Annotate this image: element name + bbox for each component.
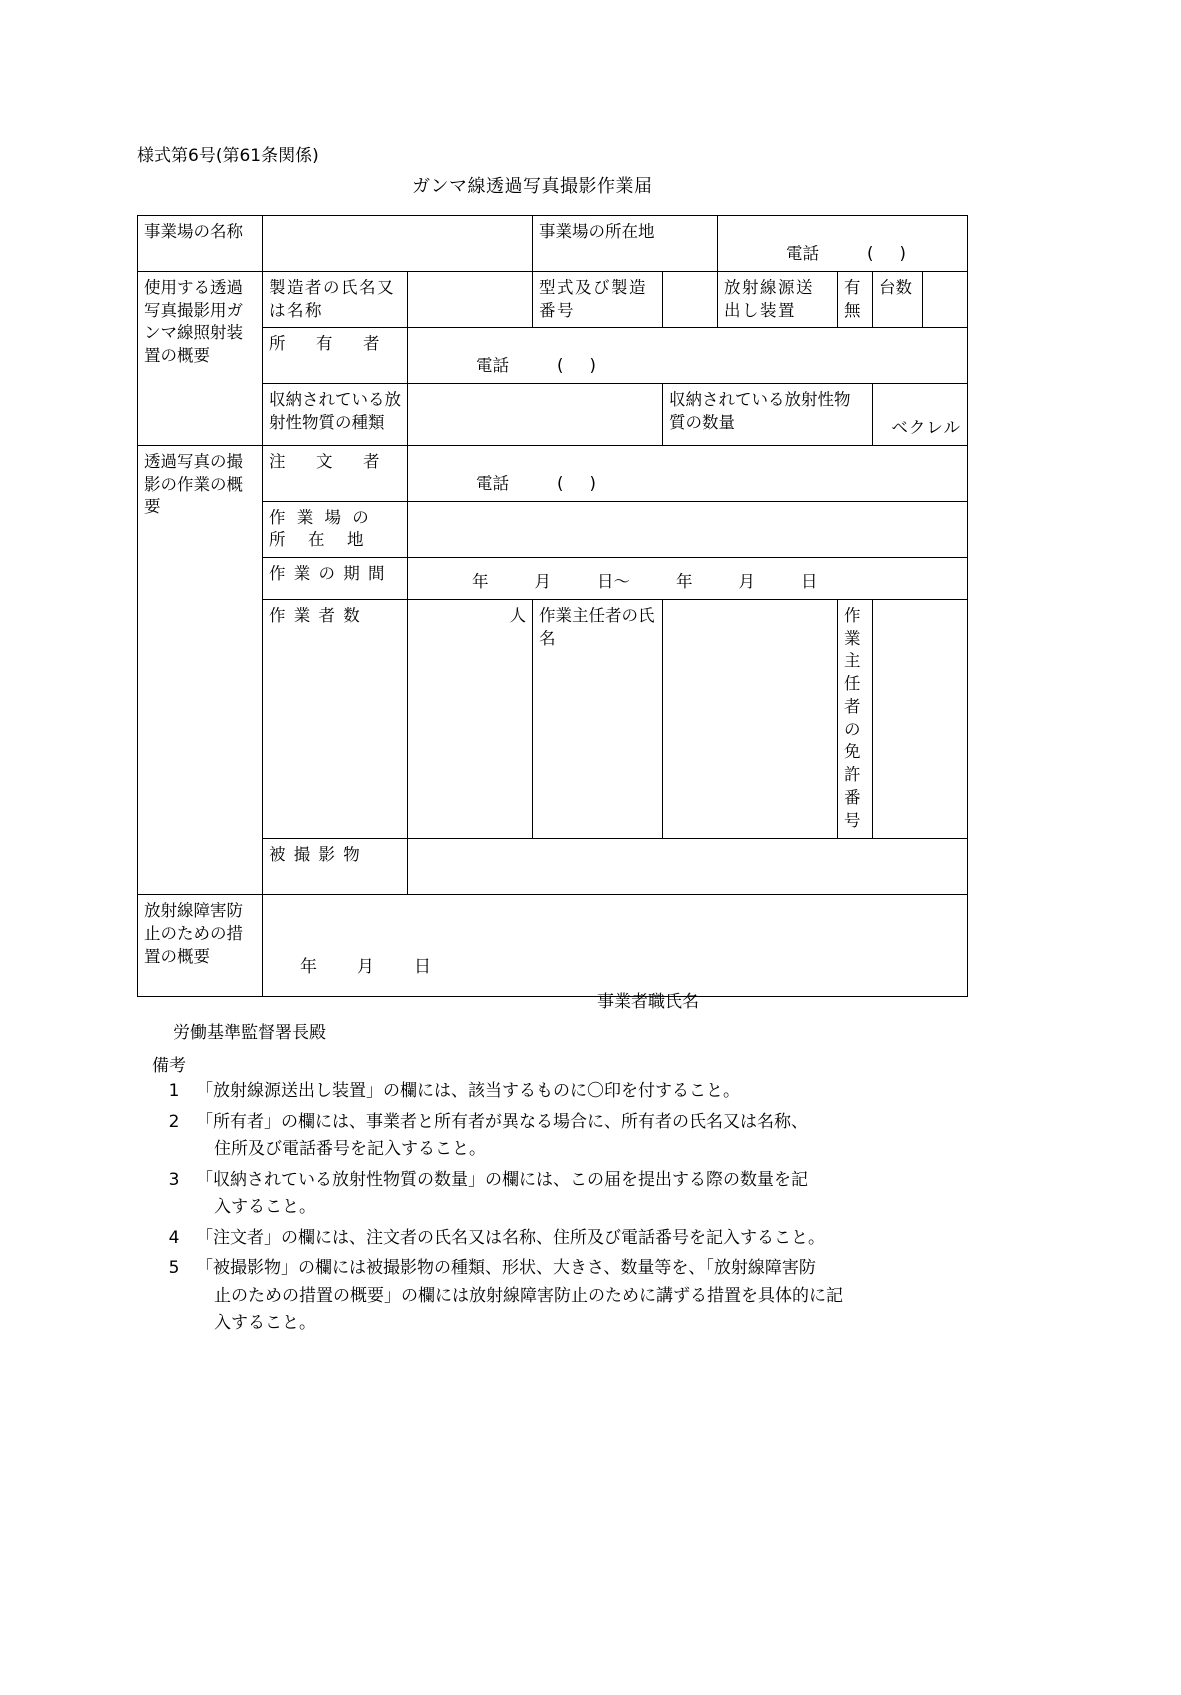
note-text-line2: 止のための措置の概要」の欄には放射線障害防止のために講ずる措置を具体的に記 <box>214 1285 843 1306</box>
worker-count-label: 作 業 者 数 <box>269 605 362 625</box>
note-number: 4 <box>168 1227 180 1248</box>
work-period-label: 作 業 の 期 間 <box>269 564 386 584</box>
tel-paren-close: ) <box>589 356 596 376</box>
cell-material-amount-input[interactable] <box>873 384 968 446</box>
manufacturer-label: 製造者の氏名又は名称 <box>269 277 395 320</box>
cell-owner-label <box>263 328 408 384</box>
note-item <box>152 1225 1152 1253</box>
cell-material-type-input[interactable] <box>408 384 663 446</box>
table-row-protection <box>138 895 968 997</box>
cell-workplace-address-input[interactable] <box>718 216 968 272</box>
owner-label: 所 有 者 <box>269 334 387 354</box>
chief-license-label: 作業主任者の免許番号 <box>844 605 861 830</box>
tel-paren-close: ) <box>589 473 596 493</box>
notification-form-table <box>137 215 968 997</box>
note-text <box>196 1167 1152 1222</box>
cell-chief-name-label <box>533 599 663 838</box>
cell-worker-count-label <box>263 599 408 838</box>
material-amount-label: 収納されている放射性物質の数量 <box>669 390 851 432</box>
cell-orderer-label <box>263 445 408 501</box>
cell-work-section-label <box>138 445 263 894</box>
cell-protection-label <box>138 895 263 997</box>
cell-manufacturer-input[interactable] <box>408 271 533 328</box>
addressee-label: 労働基準監督署長殿 <box>173 1023 326 1043</box>
model-serial-label: 型式及び製造番号 <box>539 277 647 320</box>
tel-paren-open: ( <box>557 356 564 376</box>
subject-label: 被 撮 影 物 <box>269 844 362 864</box>
units-label: 台数 <box>879 277 912 297</box>
orderer-tel-field[interactable] <box>414 473 961 496</box>
workplace-address-label: 事業場の所在地 <box>539 222 655 241</box>
cell-worker-count-input[interactable] <box>408 599 533 838</box>
document-title: ガンマ線透過写真撮影作業届 <box>412 176 653 197</box>
table-row-device-material <box>138 384 968 446</box>
cell-workplace-address-label <box>533 216 718 272</box>
form-number: 様式第6号(第61条関係) <box>137 146 319 166</box>
device-section-label: 使用する透過写真撮影用ガンマ線照射装置の概要 <box>144 277 243 366</box>
note-text-line1: 「被撮影物」の欄には被撮影物の種類、形状、大きさ、数量等を、「放射線障害防 <box>196 1258 816 1279</box>
note-text-line3: 入すること。 <box>214 1313 316 1334</box>
work-site-label-line1: 作 業 場 の <box>269 507 372 527</box>
table-row-work-site <box>138 501 968 558</box>
note-number: 5 <box>168 1258 180 1279</box>
table-row-device-manufacturer <box>138 271 968 328</box>
tel-paren-open: ( <box>557 473 564 493</box>
date-day-label: 日 <box>414 957 431 977</box>
period-year-label: 年 <box>472 572 489 592</box>
period-year2-label: 年 <box>676 572 693 592</box>
notes-list <box>152 1078 1152 1341</box>
cell-chief-license-input[interactable] <box>873 599 968 838</box>
date-year-label: 年 <box>300 957 317 977</box>
work-period-field[interactable] <box>414 571 961 594</box>
period-day-to-label: 日〜 <box>597 572 630 592</box>
note-text-line2: 住所及び電話番号を記入すること。 <box>214 1139 486 1160</box>
cell-chief-name-input[interactable] <box>663 599 838 838</box>
note-text-line1: 「所有者」の欄には、事業者と所有者が異なる場合に、所有者の氏名又は名称、 <box>196 1111 808 1132</box>
chief-name-label: 作業主任者の氏名 <box>539 605 655 648</box>
cell-work-site-label <box>263 501 408 558</box>
cell-source-feeder-label <box>718 271 838 328</box>
table-row-workplace <box>138 216 968 272</box>
work-section-label: 透過写真の撮影の作業の概要 <box>144 451 243 517</box>
cell-subject-input[interactable] <box>408 838 968 895</box>
tel-label: 電話 <box>476 356 509 376</box>
note-text: 「放射線源送出し装置」の欄には、該当するものに〇印を付すること。 <box>196 1081 740 1101</box>
cell-units-label <box>873 271 923 328</box>
cell-subject-label <box>263 838 408 895</box>
note-text: 「注文者」の欄には、注文者の氏名又は名称、住所及び電話番号を記入すること。 <box>196 1227 825 1248</box>
becquerel-unit-label: ベクレル <box>891 418 961 438</box>
cell-model-serial-label <box>533 271 663 328</box>
cell-work-site-input[interactable] <box>408 501 968 558</box>
note-text <box>196 1109 1152 1164</box>
table-row-work-period <box>138 558 968 600</box>
person-unit-label: 人 <box>509 605 526 625</box>
period-day2-label: 日 <box>801 572 818 592</box>
tel-label: 電話 <box>786 244 819 263</box>
workplace-tel-field[interactable] <box>724 243 961 266</box>
cell-manufacturer-label <box>263 271 408 328</box>
note-item <box>152 1255 1152 1338</box>
notes-title: 備考 <box>152 1056 186 1076</box>
tel-label: 電話 <box>476 473 509 493</box>
cell-workplace-name-input[interactable] <box>263 216 533 272</box>
source-feeder-label: 放射線源送出し装置 <box>724 277 814 320</box>
note-number: 1 <box>168 1081 180 1101</box>
table-row-worker-count <box>138 599 968 838</box>
work-site-label-line2: 所 在 地 <box>269 530 367 550</box>
cell-yes-no-label[interactable] <box>838 271 873 328</box>
table-row-device-owner <box>138 328 968 384</box>
note-text <box>196 1255 1152 1338</box>
cell-chief-license-label <box>838 599 873 838</box>
cell-owner-input[interactable] <box>408 328 968 384</box>
cell-work-period-input[interactable] <box>408 558 968 600</box>
date-month-label: 月 <box>357 957 374 977</box>
table-row-work-orderer <box>138 445 968 501</box>
tel-paren-close: ) <box>899 244 906 263</box>
submitter-name-label: 事業者職氏名 <box>597 992 699 1012</box>
tel-paren-open: ( <box>867 244 874 263</box>
cell-model-serial-input[interactable] <box>663 271 718 328</box>
cell-work-period-label <box>263 558 408 600</box>
cell-material-type-label <box>263 384 408 446</box>
note-text-line1: 「収納されている放射性物質の数量」の欄には、この届を提出する際の数量を記 <box>196 1169 808 1190</box>
cell-material-amount-label <box>663 384 873 446</box>
note-number: 2 <box>168 1111 180 1132</box>
note-item <box>152 1109 1152 1164</box>
submission-date-line[interactable] <box>300 952 431 977</box>
cell-device-section-label <box>138 271 263 445</box>
note-text-line2: 入すること。 <box>214 1197 316 1218</box>
note-item <box>152 1167 1152 1222</box>
period-month2-label: 月 <box>738 572 755 592</box>
note-item <box>152 1078 1152 1106</box>
period-month-label: 月 <box>534 572 551 592</box>
material-type-label: 収納されている放射性物質の種類 <box>269 390 401 432</box>
cell-protection-input[interactable] <box>263 895 968 997</box>
yes-no-label: 有無 <box>844 277 861 320</box>
cell-workplace-name-label <box>138 216 263 272</box>
cell-orderer-input[interactable] <box>408 445 968 501</box>
workplace-name-label: 事業場の名称 <box>144 222 243 241</box>
owner-tel-field[interactable] <box>414 355 961 378</box>
note-number: 3 <box>168 1169 180 1190</box>
orderer-label: 注 文 者 <box>269 451 387 471</box>
cell-units-input[interactable] <box>923 271 968 328</box>
protection-label: 放射線障害防止のための措置の概要 <box>144 901 243 966</box>
table-row-subject <box>138 838 968 895</box>
